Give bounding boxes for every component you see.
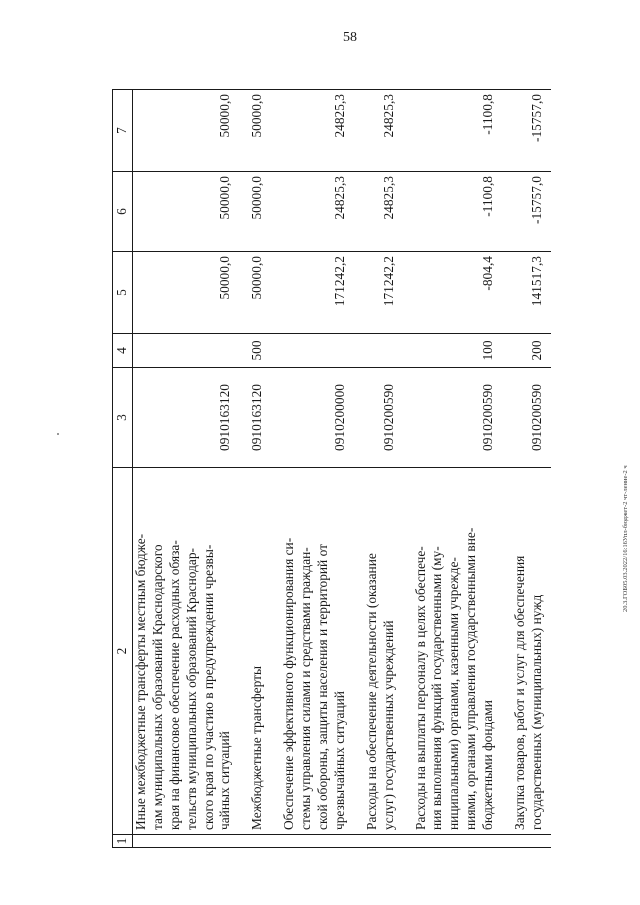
header-col-5: 5 (113, 252, 133, 334)
cell-name: Межбюджетные трансферты (239, 468, 271, 835)
cell-value-7: -15757,0 (502, 90, 551, 172)
cell-value-6: 50000,0 (133, 172, 240, 252)
cell-num (502, 835, 551, 848)
cell-name: Обеспечение эффективного функционирования си- стемы управления силами и средствами граждан- ской обороны, защиты населения и территорий от чрезвычайных ситуаций (271, 468, 354, 835)
cell-name: Закупка товаров, работ и услуг для обеспечения государственных (муниципальных) нужд (502, 468, 551, 835)
scan-dot (57, 433, 59, 435)
header-col-1: 1 (113, 835, 133, 848)
cell-expense-type: 500 (239, 334, 271, 368)
cell-value-5: 141517,3 (502, 252, 551, 334)
cell-target-code: 0910163120 (133, 368, 240, 468)
cell-name: Иные межбюджетные трансферты местным бюдже- там муниципальных образований Краснодарского края на финансовое обеспечение расходных обяза- тельств муниципальных образований Краснодар- ского края по участию в предупреждении чрезвы- чайных ситуаций (133, 468, 240, 835)
cell-target-code: 0910163120 (239, 368, 271, 468)
table-row (133, 90, 240, 848)
table-header-row (113, 90, 133, 848)
cell-target-code: 0910200590 (502, 368, 551, 468)
header-col-6: 6 (113, 172, 133, 252)
table-row (502, 90, 551, 848)
rotated-table-anchor (112, 94, 544, 858)
header-col-2: 2 (113, 468, 133, 835)
rotated-table-frame (112, 90, 586, 848)
cell-num (133, 835, 240, 848)
budget-table (112, 89, 551, 848)
header-col-3: 3 (113, 368, 133, 468)
cell-target-code: 0910200590 (403, 368, 502, 468)
header-col-7: 7 (113, 90, 133, 172)
cell-target-code: 0910200590 (354, 368, 403, 468)
cell-expense-type (354, 334, 403, 368)
cell-value-7: 24825,3 (271, 90, 354, 172)
cell-num (354, 835, 403, 848)
cell-value-6: -1100,8 (403, 172, 502, 252)
cell-value-7: 24825,3 (354, 90, 403, 172)
header-col-4: 4 (113, 334, 133, 368)
cell-value-5: 50000,0 (239, 252, 271, 334)
table-body (133, 90, 551, 848)
cell-num (271, 835, 354, 848)
table-row (239, 90, 271, 848)
cell-value-5: 171242,2 (354, 252, 403, 334)
cell-expense-type: 100 (403, 334, 502, 368)
cell-value-7: 50000,0 (133, 90, 240, 172)
cell-value-7: 50000,0 (239, 90, 271, 172)
cell-expense-type: 200 (502, 334, 551, 368)
cell-value-6: -15757,0 (502, 172, 551, 252)
side-stamp (622, 465, 632, 622)
cell-target-code: 0910200000 (271, 368, 354, 468)
cell-value-5: 171242,2 (271, 252, 354, 334)
cell-name: Расходы на выплаты персоналу в целях обеспече- ния выполнения функций государственными (му- ниципальными) органами, казенными учрежде- ниями, органами управления государственными вне- бюджетными фондами (403, 468, 502, 835)
table-row (354, 90, 403, 848)
page-number: 58 (343, 30, 357, 45)
cell-num (403, 835, 502, 848)
cell-expense-type (133, 334, 240, 368)
cell-name: Расходы на обеспечение деятельности (оказание услуг) государственных учреждений (354, 468, 403, 835)
cell-num (239, 835, 271, 848)
table-row (271, 90, 354, 848)
cell-value-6: 24825,3 (271, 172, 354, 252)
cell-value-6: 50000,0 (239, 172, 271, 252)
cell-value-7: -1100,8 (403, 90, 502, 172)
cell-value-5: 50000,0 (133, 252, 240, 334)
cell-value-5: -804,4 (403, 252, 502, 334)
side-stamp-text: 20.3.ГОБ05.03.2022/16:16Упл-бюджет-2 чт-ление-2 ч (622, 465, 629, 612)
table-row (403, 90, 502, 848)
cell-expense-type (271, 334, 354, 368)
cell-value-6: 24825,3 (354, 172, 403, 252)
